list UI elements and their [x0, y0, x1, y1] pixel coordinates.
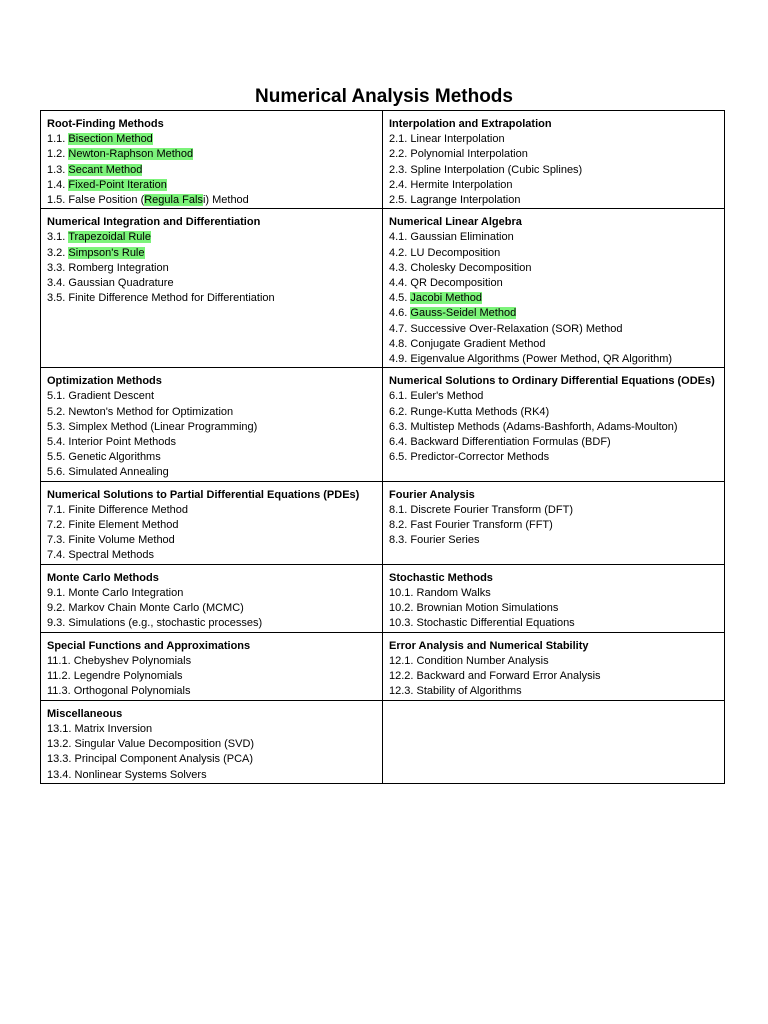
page-title: Numerical Analysis Methods [255, 86, 513, 107]
section-cell [41, 209, 383, 368]
item-number: 4.6. [389, 307, 408, 320]
list-item: 4.2. LU Decomposition [389, 246, 501, 259]
list-item: 6.3. Multistep Methods (Adams-Bashforth, Adams-Moulton) [389, 420, 678, 433]
list-item: 6.1. Euler's Method [389, 390, 484, 403]
list-item: 4.7. Successive Over-Relaxation (SOR) Method [389, 322, 623, 335]
section-title: Stochastic Methods [389, 571, 493, 584]
section-title: Interpolation and Extrapolation [389, 118, 552, 130]
list-item: 6.5. Predictor-Corrector Methods [389, 451, 550, 464]
list-item: 7.2. Finite Element Method [47, 519, 179, 532]
item-number: 1.1. [47, 133, 66, 146]
section-cell [41, 111, 383, 209]
section-title: Miscellaneous [47, 707, 123, 720]
list-item: 5.6. Simulated Annealing [47, 466, 169, 479]
section-title: Numerical Linear Algebra [389, 216, 522, 229]
list-item: 4.8. Conjugate Gradient Method [389, 337, 546, 350]
section-cell [383, 111, 725, 209]
list-item [47, 132, 376, 147]
list-item [47, 163, 376, 178]
list-item: 13.1. Matrix Inversion [47, 722, 153, 735]
item-text: i) Method [202, 194, 249, 207]
item-number: 3.1. [47, 231, 66, 244]
list-item: 2.1. Linear Interpolation [389, 133, 505, 146]
section-cell [41, 632, 383, 700]
list-item: 12.1. Condition Number Analysis [389, 654, 549, 667]
section-title: Numerical Integration and Differentiation [47, 216, 261, 229]
list-item: 10.1. Random Walks [389, 586, 491, 599]
list-item: 9.3. Simulations (e.g., stochastic processes) [47, 617, 263, 630]
highlighted-text: Secant Method [68, 163, 143, 176]
item-number: 3.2. [47, 246, 66, 259]
section-cell [383, 481, 725, 564]
list-item: 3.3. Romberg Integration [47, 261, 169, 274]
list-item: 8.2. Fast Fourier Transform (FFT) [389, 519, 553, 532]
item-number: 1.5. [47, 194, 66, 207]
list-item: 2.4. Hermite Interpolation [389, 178, 513, 191]
section-title: Optimization Methods [47, 375, 162, 388]
section-title: Numerical Solutions to Ordinary Differential Equations (ODEs) [389, 375, 715, 388]
list-item: 11.1. Chebyshev Polynomials [47, 654, 192, 667]
section-cell [41, 564, 383, 632]
section-cell [383, 564, 725, 632]
section-cell [383, 368, 725, 481]
highlighted-text: Fixed-Point Iteration [68, 178, 167, 191]
list-item: 6.4. Backward Differentiation Formulas (BDF) [389, 436, 611, 449]
section-title: Error Analysis and Numerical Stability [389, 639, 589, 652]
list-item: 5.3. Simplex Method (Linear Programming) [47, 420, 258, 433]
list-item [47, 147, 376, 162]
list-item: 11.2. Legendre Polynomials [47, 670, 183, 683]
list-item: 2.3. Spline Interpolation (Cubic Splines) [389, 163, 583, 176]
list-item [47, 230, 376, 245]
item-number: 1.3. [47, 163, 66, 176]
list-item: 4.1. Gaussian Elimination [389, 231, 514, 244]
item-number: 4.5. [389, 292, 408, 305]
list-item: 10.3. Stochastic Differential Equations [389, 617, 575, 630]
list-item: 5.4. Interior Point Methods [47, 436, 177, 449]
list-item: 2.5. Lagrange Interpolation [389, 194, 521, 207]
list-item: 5.1. Gradient Descent [47, 390, 155, 403]
list-item: 9.1. Monte Carlo Integration [47, 586, 184, 599]
list-item: 10.2. Brownian Motion Simulations [389, 602, 559, 615]
list-item: 4.4. QR Decomposition [389, 277, 503, 290]
list-item: 8.3. Fourier Series [389, 534, 480, 547]
list-item: 4.3. Cholesky Decomposition [389, 261, 532, 274]
section-cell [383, 209, 725, 368]
list-item: 12.3. Stability of Algorithms [389, 685, 522, 698]
list-item [47, 246, 376, 261]
list-item: 6.2. Runge-Kutta Methods (RK4) [389, 405, 550, 418]
list-item: 9.2. Markov Chain Monte Carlo (MCMC) [47, 602, 244, 615]
list-item: 13.3. Principal Component Analysis (PCA) [47, 753, 254, 766]
list-item [389, 291, 718, 306]
list-item: 3.5. Finite Difference Method for Differentiation [47, 292, 275, 305]
list-item: 13.2. Singular Value Decomposition (SVD) [47, 738, 255, 751]
table-row [41, 632, 725, 700]
table-row [41, 564, 725, 632]
list-item: 7.1. Finite Difference Method [47, 503, 189, 516]
list-item: 12.2. Backward and Forward Error Analysis [389, 670, 601, 683]
section-title: Numerical Solutions to Partial Differential Equations (PDEs) [47, 488, 360, 501]
list-item: 2.2. Polynomial Interpolation [389, 148, 528, 161]
list-item: 5.2. Newton's Method for Optimization [47, 405, 234, 418]
table-row [41, 481, 725, 564]
list-item: 8.1. Discrete Fourier Transform (DFT) [389, 503, 573, 516]
highlighted-text: Jacobi Method [410, 292, 482, 305]
table-row [41, 209, 725, 368]
highlighted-text: Bisection Method [68, 133, 153, 146]
section-cell [41, 700, 383, 783]
table-row [41, 368, 725, 481]
section-cell [383, 632, 725, 700]
highlighted-text: Regula Fals [144, 194, 203, 207]
section-cell [41, 481, 383, 564]
highlighted-text: Trapezoidal Rule [68, 231, 151, 244]
item-text: False Position ( [68, 194, 145, 207]
list-item: 7.4. Spectral Methods [47, 549, 155, 562]
empty-cell [383, 700, 725, 783]
highlighted-text: Gauss-Seidel Method [410, 307, 517, 320]
section-title: Fourier Analysis [389, 488, 475, 501]
item-number: 1.2. [47, 148, 66, 161]
list-item [47, 193, 376, 208]
section-cell [41, 368, 383, 481]
highlighted-text: Newton-Raphson Method [68, 148, 194, 161]
list-item [389, 306, 718, 321]
list-item: 3.4. Gaussian Quadrature [47, 277, 174, 290]
list-item: 4.9. Eigenvalue Algorithms (Power Method, QR Algorithm) [389, 353, 673, 366]
item-number: 1.4. [47, 178, 66, 191]
highlighted-text: Simpson's Rule [68, 246, 145, 259]
list-item: 7.3. Finite Volume Method [47, 534, 175, 547]
section-title: Root-Finding Methods [47, 118, 164, 130]
list-item: 13.4. Nonlinear Systems Solvers [47, 768, 207, 781]
table-row [41, 700, 725, 783]
list-item [47, 178, 376, 193]
table-row [41, 111, 725, 209]
list-item: 11.3. Orthogonal Polynomials [47, 685, 191, 698]
section-title: Monte Carlo Methods [47, 571, 159, 584]
section-title: Special Functions and Approximations [47, 639, 251, 652]
list-item: 5.5. Genetic Algorithms [47, 451, 161, 464]
methods-table [40, 110, 725, 784]
